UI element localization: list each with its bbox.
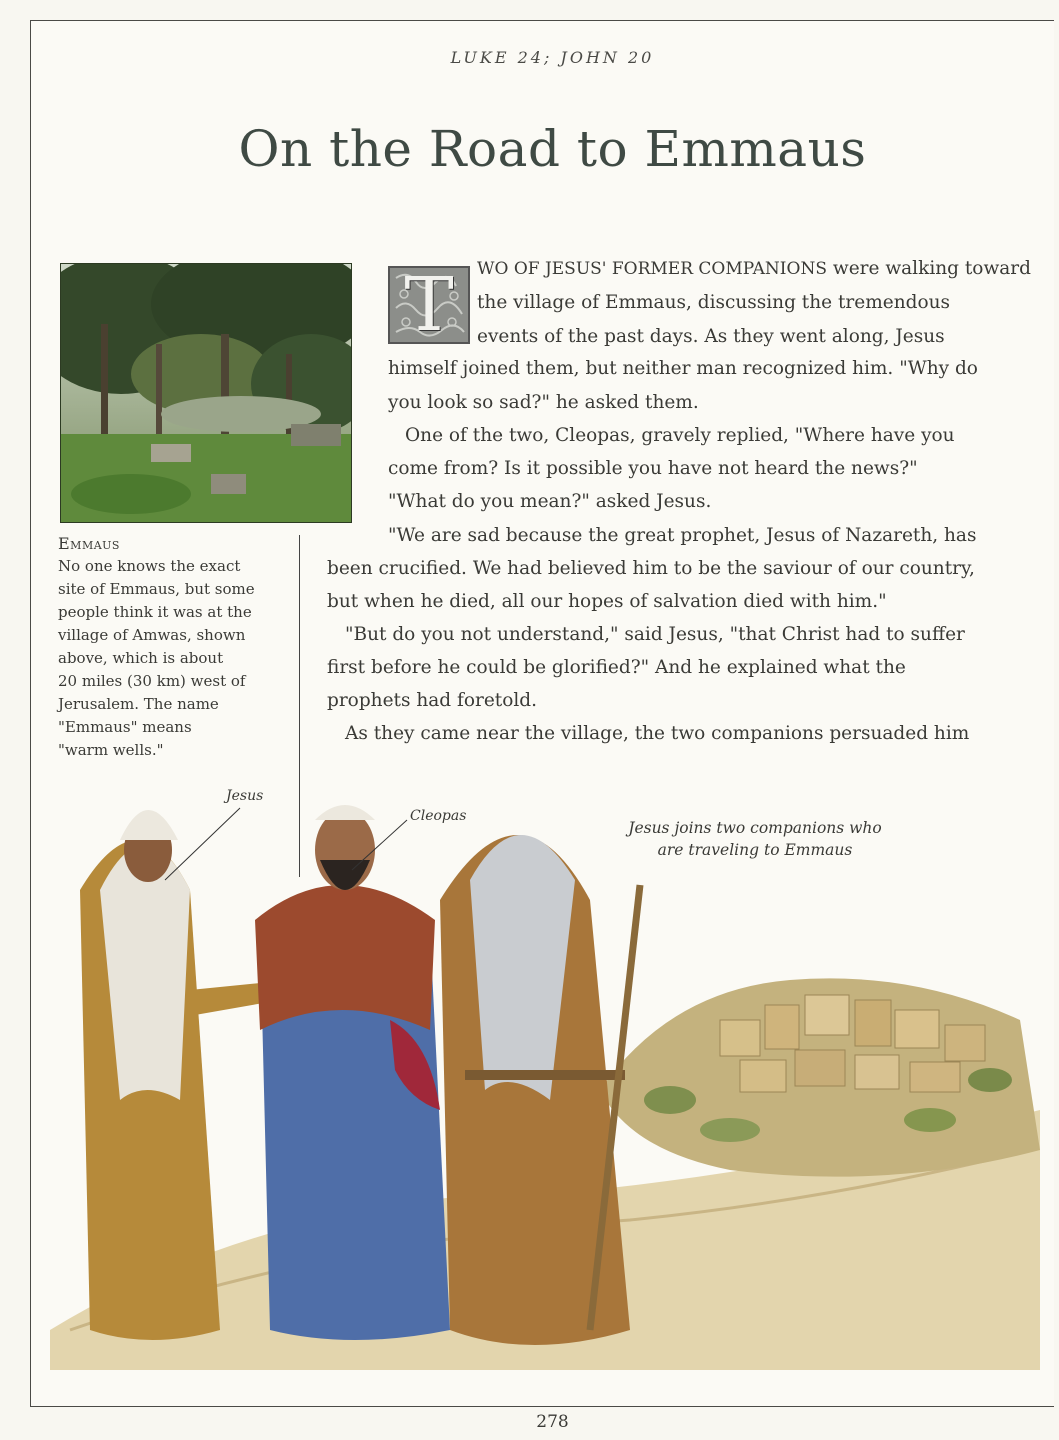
- page-title: On the Road to Emmaus: [238, 120, 867, 178]
- body-line: but when he died, all our hopes of salvation died with him.": [327, 591, 887, 612]
- body-line: prophets had foretold.: [327, 690, 537, 711]
- body-line: you look so sad?" he asked them.: [388, 392, 699, 413]
- body-line: "What do you mean?" asked Jesus.: [388, 491, 712, 512]
- label-jesus: Jesus: [226, 788, 264, 804]
- caption-title: Emmaus: [58, 534, 120, 553]
- caption-line: No one knows the exact: [58, 557, 241, 575]
- page-number: 278: [536, 1412, 569, 1432]
- caption-line: site of Emmaus, but some: [58, 580, 255, 598]
- caption-line: above, which is about: [58, 649, 224, 667]
- caption-line: "Emmaus" means: [58, 718, 192, 736]
- running-head: LUKE 24; JOHN 20: [450, 48, 655, 67]
- body-text: were walking toward: [826, 258, 1031, 279]
- illustration-caption: [600, 817, 910, 861]
- caption-line: people think it was at the: [58, 603, 252, 621]
- caption-line: village of Amwas, shown: [58, 626, 246, 644]
- body-line: himself joined them, but neither man recognized him. "Why do: [388, 358, 978, 379]
- body-line: One of the two, Cleopas, gravely replied, "Where have you: [405, 425, 955, 446]
- body-line: events of the past days. As they went along, Jesus: [477, 326, 945, 347]
- body-line: "We are sad because the great prophet, Jesus of Nazareth, has: [388, 525, 977, 546]
- caption-line: 20 miles (30 km) west of: [58, 672, 246, 690]
- label-cleopas: Cleopas: [410, 808, 467, 824]
- lead-in-smallcaps: WO OF JESUS' FORMER COMPANIONS: [477, 259, 827, 279]
- body-line: As they came near the village, the two companions persuaded him: [345, 723, 970, 744]
- body-line: first before he could be glorified?" And he explained what the: [327, 657, 906, 678]
- illustration-caption-line: Jesus joins two companions who: [628, 819, 882, 837]
- caption-line: "warm wells.": [58, 741, 164, 759]
- body-line: the village of Emmaus, discussing the tremendous: [477, 292, 951, 313]
- drop-cap-letter: T: [404, 266, 454, 344]
- illustration-caption-line: are traveling to Emmaus: [657, 841, 853, 859]
- body-line: "But do you not understand," said Jesus, "that Christ had to suffer: [345, 624, 965, 645]
- body-line: come from? Is it possible you have not heard the news?": [388, 458, 918, 479]
- caption-line: Jerusalem. The name: [58, 695, 219, 713]
- body-line: been crucified. We had believed him to be the saviour of our country,: [327, 558, 975, 579]
